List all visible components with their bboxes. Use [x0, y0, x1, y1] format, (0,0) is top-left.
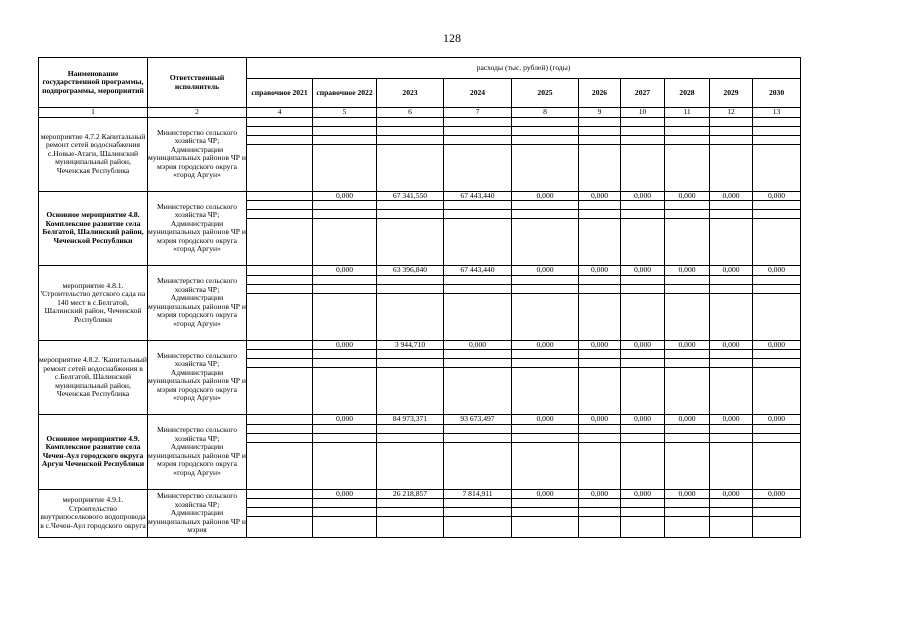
column-number: 2 [148, 108, 247, 118]
empty-cell [579, 359, 621, 368]
empty-cell [313, 275, 377, 284]
value-cell [247, 340, 313, 350]
value-cell: 0,000 [621, 266, 665, 276]
empty-cell [377, 508, 444, 517]
value-cell [313, 117, 377, 126]
empty-cell [313, 284, 377, 293]
empty-cell [512, 442, 579, 489]
empty-cell [753, 126, 801, 135]
empty-cell [512, 433, 579, 442]
empty-cell [579, 135, 621, 144]
empty-cell [512, 275, 579, 284]
empty-cell [313, 442, 377, 489]
value-cell: 0,000 [313, 489, 377, 499]
row-name: Основное мероприятие 4.8. Комплексное развитие села Белгатой, Шалинский район, Чеченской Республики [39, 191, 148, 266]
empty-cell [444, 135, 512, 144]
value-cell: 0,000 [710, 340, 753, 350]
empty-cell [247, 219, 313, 266]
empty-cell [710, 517, 753, 538]
empty-cell [247, 210, 313, 219]
empty-cell [710, 210, 753, 219]
value-cell: 63 396,840 [377, 266, 444, 276]
empty-cell [710, 442, 753, 489]
empty-cell [621, 359, 665, 368]
empty-cell [247, 275, 313, 284]
empty-cell [753, 219, 801, 266]
empty-cell [665, 424, 710, 433]
empty-cell [512, 219, 579, 266]
empty-cell [377, 201, 444, 210]
empty-cell [753, 442, 801, 489]
empty-cell [665, 499, 710, 508]
value-cell: 0,000 [313, 340, 377, 350]
table-row [39, 415, 801, 425]
empty-cell [377, 144, 444, 191]
table-row [39, 117, 801, 126]
empty-cell [579, 517, 621, 538]
value-cell: 0,000 [444, 340, 512, 350]
empty-cell [247, 135, 313, 144]
value-cell: 0,000 [313, 266, 377, 276]
empty-cell [621, 275, 665, 284]
value-cell: 0,000 [512, 415, 579, 425]
value-cell [665, 117, 710, 126]
row-executor: Министерство сельского хозяйства ЧР; Администрации муниципальных районов ЧР и мэрия городского округа «город Аргун» [148, 117, 247, 191]
empty-cell [313, 126, 377, 135]
value-cell: 0,000 [753, 415, 801, 425]
row-executor: Министерство сельского хозяйства ЧР; Администрации муниципальных районов ЧР и мэрия городского округа «город Аргун» [148, 191, 247, 266]
value-cell: 0,000 [579, 266, 621, 276]
empty-cell [753, 424, 801, 433]
value-cell: 7 814,911 [444, 489, 512, 499]
empty-cell [444, 499, 512, 508]
value-cell: 0,000 [710, 489, 753, 499]
empty-cell [377, 350, 444, 359]
empty-cell [579, 144, 621, 191]
column-number: 10 [621, 108, 665, 118]
empty-cell [377, 135, 444, 144]
empty-cell [621, 517, 665, 538]
empty-cell [621, 368, 665, 415]
empty-cell [247, 284, 313, 293]
table-body [39, 117, 801, 538]
value-cell: 26 218,857 [377, 489, 444, 499]
row-name: мероприятие 4.9.1. Строительство внутрипоселкового водопровода в с.Чечен-Аул городского округа [39, 489, 148, 538]
table-row [39, 340, 801, 350]
empty-cell [377, 442, 444, 489]
value-cell: 0,000 [753, 489, 801, 499]
empty-cell [247, 359, 313, 368]
empty-cell [444, 359, 512, 368]
column-number: 9 [579, 108, 621, 118]
empty-cell [710, 433, 753, 442]
value-cell [579, 117, 621, 126]
header-executor: Ответственный исполнитель [148, 58, 247, 108]
value-cell: 0,000 [512, 191, 579, 201]
empty-cell [313, 499, 377, 508]
empty-cell [753, 517, 801, 538]
empty-cell [621, 442, 665, 489]
table-row [39, 191, 801, 201]
empty-cell [753, 508, 801, 517]
value-cell: 0,000 [665, 266, 710, 276]
empty-cell [512, 126, 579, 135]
empty-cell [710, 350, 753, 359]
value-cell: 67 443,440 [444, 191, 512, 201]
header-year: 2026 [579, 79, 621, 108]
value-cell: 0,000 [753, 340, 801, 350]
value-cell: 0,000 [710, 191, 753, 201]
row-name: мероприятие 4.8.2. 'Капитальный ремонт сетей водоснабжения в с.Белгатой, Шалинский муниципальный район, Чеченская Республика [39, 340, 148, 415]
empty-cell [313, 219, 377, 266]
value-cell: 0,000 [621, 489, 665, 499]
header-year: 2024 [444, 79, 512, 108]
empty-cell [579, 350, 621, 359]
header-year: 2028 [665, 79, 710, 108]
empty-cell [621, 499, 665, 508]
empty-cell [444, 508, 512, 517]
empty-cell [247, 368, 313, 415]
value-cell: 3 944,710 [377, 340, 444, 350]
empty-cell [444, 219, 512, 266]
page-number: 128 [443, 31, 461, 45]
empty-cell [313, 433, 377, 442]
table-row [39, 266, 801, 276]
empty-cell [512, 508, 579, 517]
empty-cell [444, 368, 512, 415]
empty-cell [313, 201, 377, 210]
value-cell: 0,000 [710, 415, 753, 425]
empty-cell [621, 424, 665, 433]
empty-cell [621, 433, 665, 442]
header-year: справочное 2022 [313, 79, 377, 108]
empty-cell [710, 508, 753, 517]
empty-cell [313, 350, 377, 359]
empty-cell [665, 144, 710, 191]
empty-cell [665, 368, 710, 415]
value-cell [247, 415, 313, 425]
empty-cell [710, 359, 753, 368]
empty-cell [313, 135, 377, 144]
empty-cell [710, 144, 753, 191]
empty-cell [621, 135, 665, 144]
value-cell: 0,000 [579, 489, 621, 499]
value-cell: 0,000 [621, 415, 665, 425]
empty-cell [444, 517, 512, 538]
empty-cell [512, 210, 579, 219]
empty-cell [710, 499, 753, 508]
empty-cell [247, 442, 313, 489]
empty-cell [444, 210, 512, 219]
empty-cell [247, 499, 313, 508]
empty-cell [313, 144, 377, 191]
column-number: 6 [377, 108, 444, 118]
empty-cell [512, 499, 579, 508]
table-row [39, 489, 801, 499]
column-number: 4 [247, 108, 313, 118]
empty-cell [621, 293, 665, 340]
empty-cell [579, 126, 621, 135]
column-number: 8 [512, 108, 579, 118]
value-cell: 0,000 [512, 489, 579, 499]
empty-cell [377, 275, 444, 284]
empty-cell [710, 126, 753, 135]
empty-cell [444, 442, 512, 489]
header-year: 2025 [512, 79, 579, 108]
value-cell [247, 266, 313, 276]
empty-cell [313, 368, 377, 415]
empty-cell [710, 219, 753, 266]
value-cell: 0,000 [753, 266, 801, 276]
empty-cell [444, 350, 512, 359]
value-cell [377, 117, 444, 126]
empty-cell [665, 210, 710, 219]
empty-cell [377, 126, 444, 135]
empty-cell [444, 275, 512, 284]
empty-cell [579, 219, 621, 266]
row-executor: Министерство сельского хозяйства ЧР; Администрации муниципальных районов ЧР и мэрия [148, 489, 247, 538]
empty-cell [665, 433, 710, 442]
empty-cell [313, 293, 377, 340]
value-cell [621, 117, 665, 126]
empty-cell [377, 284, 444, 293]
value-cell: 0,000 [710, 266, 753, 276]
empty-cell [444, 284, 512, 293]
value-cell [753, 117, 801, 126]
empty-cell [753, 210, 801, 219]
empty-cell [710, 293, 753, 340]
value-cell: 0,000 [621, 191, 665, 201]
row-name: мероприятие 4.7.2 Капитальный ремонт сетей водоснабжения с.Новые-Атаги, Шалинский муниципальный район, Чеченская Республика [39, 117, 148, 191]
empty-cell [579, 210, 621, 219]
empty-cell [665, 201, 710, 210]
empty-cell [753, 368, 801, 415]
empty-cell [313, 517, 377, 538]
column-number: 7 [444, 108, 512, 118]
empty-cell [621, 284, 665, 293]
empty-cell [313, 359, 377, 368]
empty-cell [512, 284, 579, 293]
row-executor: Министерство сельского хозяйства ЧР; Администрации муниципальных районов ЧР и мэрия городского округа «город Аргун» [148, 415, 247, 490]
value-cell: 67 341,550 [377, 191, 444, 201]
empty-cell [512, 368, 579, 415]
row-executor: Министерство сельского хозяйства ЧР; Администрации муниципальных районов ЧР и мэрия городского округа «город Аргун» [148, 340, 247, 415]
empty-cell [753, 293, 801, 340]
empty-cell [444, 126, 512, 135]
empty-cell [313, 210, 377, 219]
empty-cell [579, 508, 621, 517]
value-cell: 0,000 [313, 191, 377, 201]
value-cell: 84 973,371 [377, 415, 444, 425]
empty-cell [444, 144, 512, 191]
empty-cell [247, 201, 313, 210]
empty-cell [621, 210, 665, 219]
empty-cell [753, 135, 801, 144]
empty-cell [621, 219, 665, 266]
empty-cell [579, 433, 621, 442]
empty-cell [512, 359, 579, 368]
empty-cell [665, 126, 710, 135]
column-number: 13 [753, 108, 801, 118]
empty-cell [579, 293, 621, 340]
empty-cell [377, 219, 444, 266]
empty-cell [512, 424, 579, 433]
empty-cell [753, 144, 801, 191]
empty-cell [247, 424, 313, 433]
empty-cell [313, 508, 377, 517]
header-year: 2023 [377, 79, 444, 108]
empty-cell [710, 135, 753, 144]
empty-cell [753, 499, 801, 508]
value-cell: 0,000 [665, 340, 710, 350]
empty-cell [621, 350, 665, 359]
value-cell: 0,000 [313, 415, 377, 425]
column-number: 12 [710, 108, 753, 118]
empty-cell [579, 284, 621, 293]
header-year: 2030 [753, 79, 801, 108]
empty-cell [512, 144, 579, 191]
empty-cell [665, 293, 710, 340]
value-cell [710, 117, 753, 126]
column-number: 5 [313, 108, 377, 118]
value-cell [247, 489, 313, 499]
empty-cell [753, 359, 801, 368]
empty-cell [621, 508, 665, 517]
empty-cell [665, 359, 710, 368]
empty-cell [665, 508, 710, 517]
empty-cell [377, 424, 444, 433]
empty-cell [512, 517, 579, 538]
header-expenses: расходы (тыс. рублей) (годы) [247, 58, 801, 79]
empty-cell [753, 201, 801, 210]
empty-cell [665, 135, 710, 144]
value-cell: 0,000 [579, 415, 621, 425]
empty-cell [512, 135, 579, 144]
empty-cell [621, 201, 665, 210]
row-executor: Министерство сельского хозяйства ЧР; Администрации муниципальных районов ЧР и мэрия городского округа «город Аргун» [148, 266, 247, 341]
value-cell: 0,000 [579, 191, 621, 201]
value-cell: 0,000 [621, 340, 665, 350]
empty-cell [579, 424, 621, 433]
empty-cell [665, 275, 710, 284]
empty-cell [579, 201, 621, 210]
value-cell: 0,000 [665, 191, 710, 201]
empty-cell [753, 433, 801, 442]
empty-cell [247, 126, 313, 135]
empty-cell [665, 284, 710, 293]
empty-cell [247, 293, 313, 340]
value-cell [247, 191, 313, 201]
column-number: 11 [665, 108, 710, 118]
empty-cell [247, 433, 313, 442]
empty-cell [512, 293, 579, 340]
header-year: 2027 [621, 79, 665, 108]
value-cell: 0,000 [512, 340, 579, 350]
value-cell: 0,000 [753, 191, 801, 201]
empty-cell [247, 517, 313, 538]
empty-cell [377, 293, 444, 340]
value-cell [512, 117, 579, 126]
empty-cell [579, 442, 621, 489]
empty-cell [377, 433, 444, 442]
empty-cell [665, 350, 710, 359]
empty-cell [710, 284, 753, 293]
empty-cell [377, 499, 444, 508]
empty-cell [377, 359, 444, 368]
value-cell: 0,000 [665, 489, 710, 499]
header-year: справочное 2021 [247, 79, 313, 108]
empty-cell [665, 517, 710, 538]
value-cell: 0,000 [579, 340, 621, 350]
empty-cell [665, 442, 710, 489]
empty-cell [377, 210, 444, 219]
empty-cell [247, 144, 313, 191]
row-name: мероприятие 4.8.1. 'Строительство детского сада на 140 мест в с.Белгатой, Шалинский район, Чеченской Республики [39, 266, 148, 341]
empty-cell [753, 350, 801, 359]
empty-cell [579, 275, 621, 284]
value-cell: 67 443,440 [444, 266, 512, 276]
empty-cell [621, 126, 665, 135]
header-name: Наименование государственной программы, подпрограммы, мероприятий [39, 58, 148, 108]
empty-cell [579, 499, 621, 508]
empty-cell [444, 201, 512, 210]
row-name: Основное мероприятие 4.9. Комплексное развитие села Чечен-Аул городского округа Аргун Чеченской Республики [39, 415, 148, 490]
empty-cell [665, 219, 710, 266]
empty-cell [247, 508, 313, 517]
empty-cell [377, 368, 444, 415]
value-cell: 0,000 [665, 415, 710, 425]
empty-cell [710, 201, 753, 210]
empty-cell [444, 293, 512, 340]
value-cell [247, 117, 313, 126]
value-cell: 93 673,497 [444, 415, 512, 425]
value-cell: 0,000 [512, 266, 579, 276]
column-number: 1 [39, 108, 148, 118]
empty-cell [710, 275, 753, 284]
empty-cell [512, 350, 579, 359]
empty-cell [621, 144, 665, 191]
empty-cell [444, 433, 512, 442]
empty-cell [579, 368, 621, 415]
value-cell [444, 117, 512, 126]
budget-table [38, 57, 801, 538]
empty-cell [247, 350, 313, 359]
empty-cell [444, 424, 512, 433]
empty-cell [710, 424, 753, 433]
empty-cell [753, 275, 801, 284]
header-year: 2029 [710, 79, 753, 108]
empty-cell [753, 284, 801, 293]
empty-cell [710, 368, 753, 415]
empty-cell [313, 424, 377, 433]
empty-cell [512, 201, 579, 210]
empty-cell [377, 517, 444, 538]
